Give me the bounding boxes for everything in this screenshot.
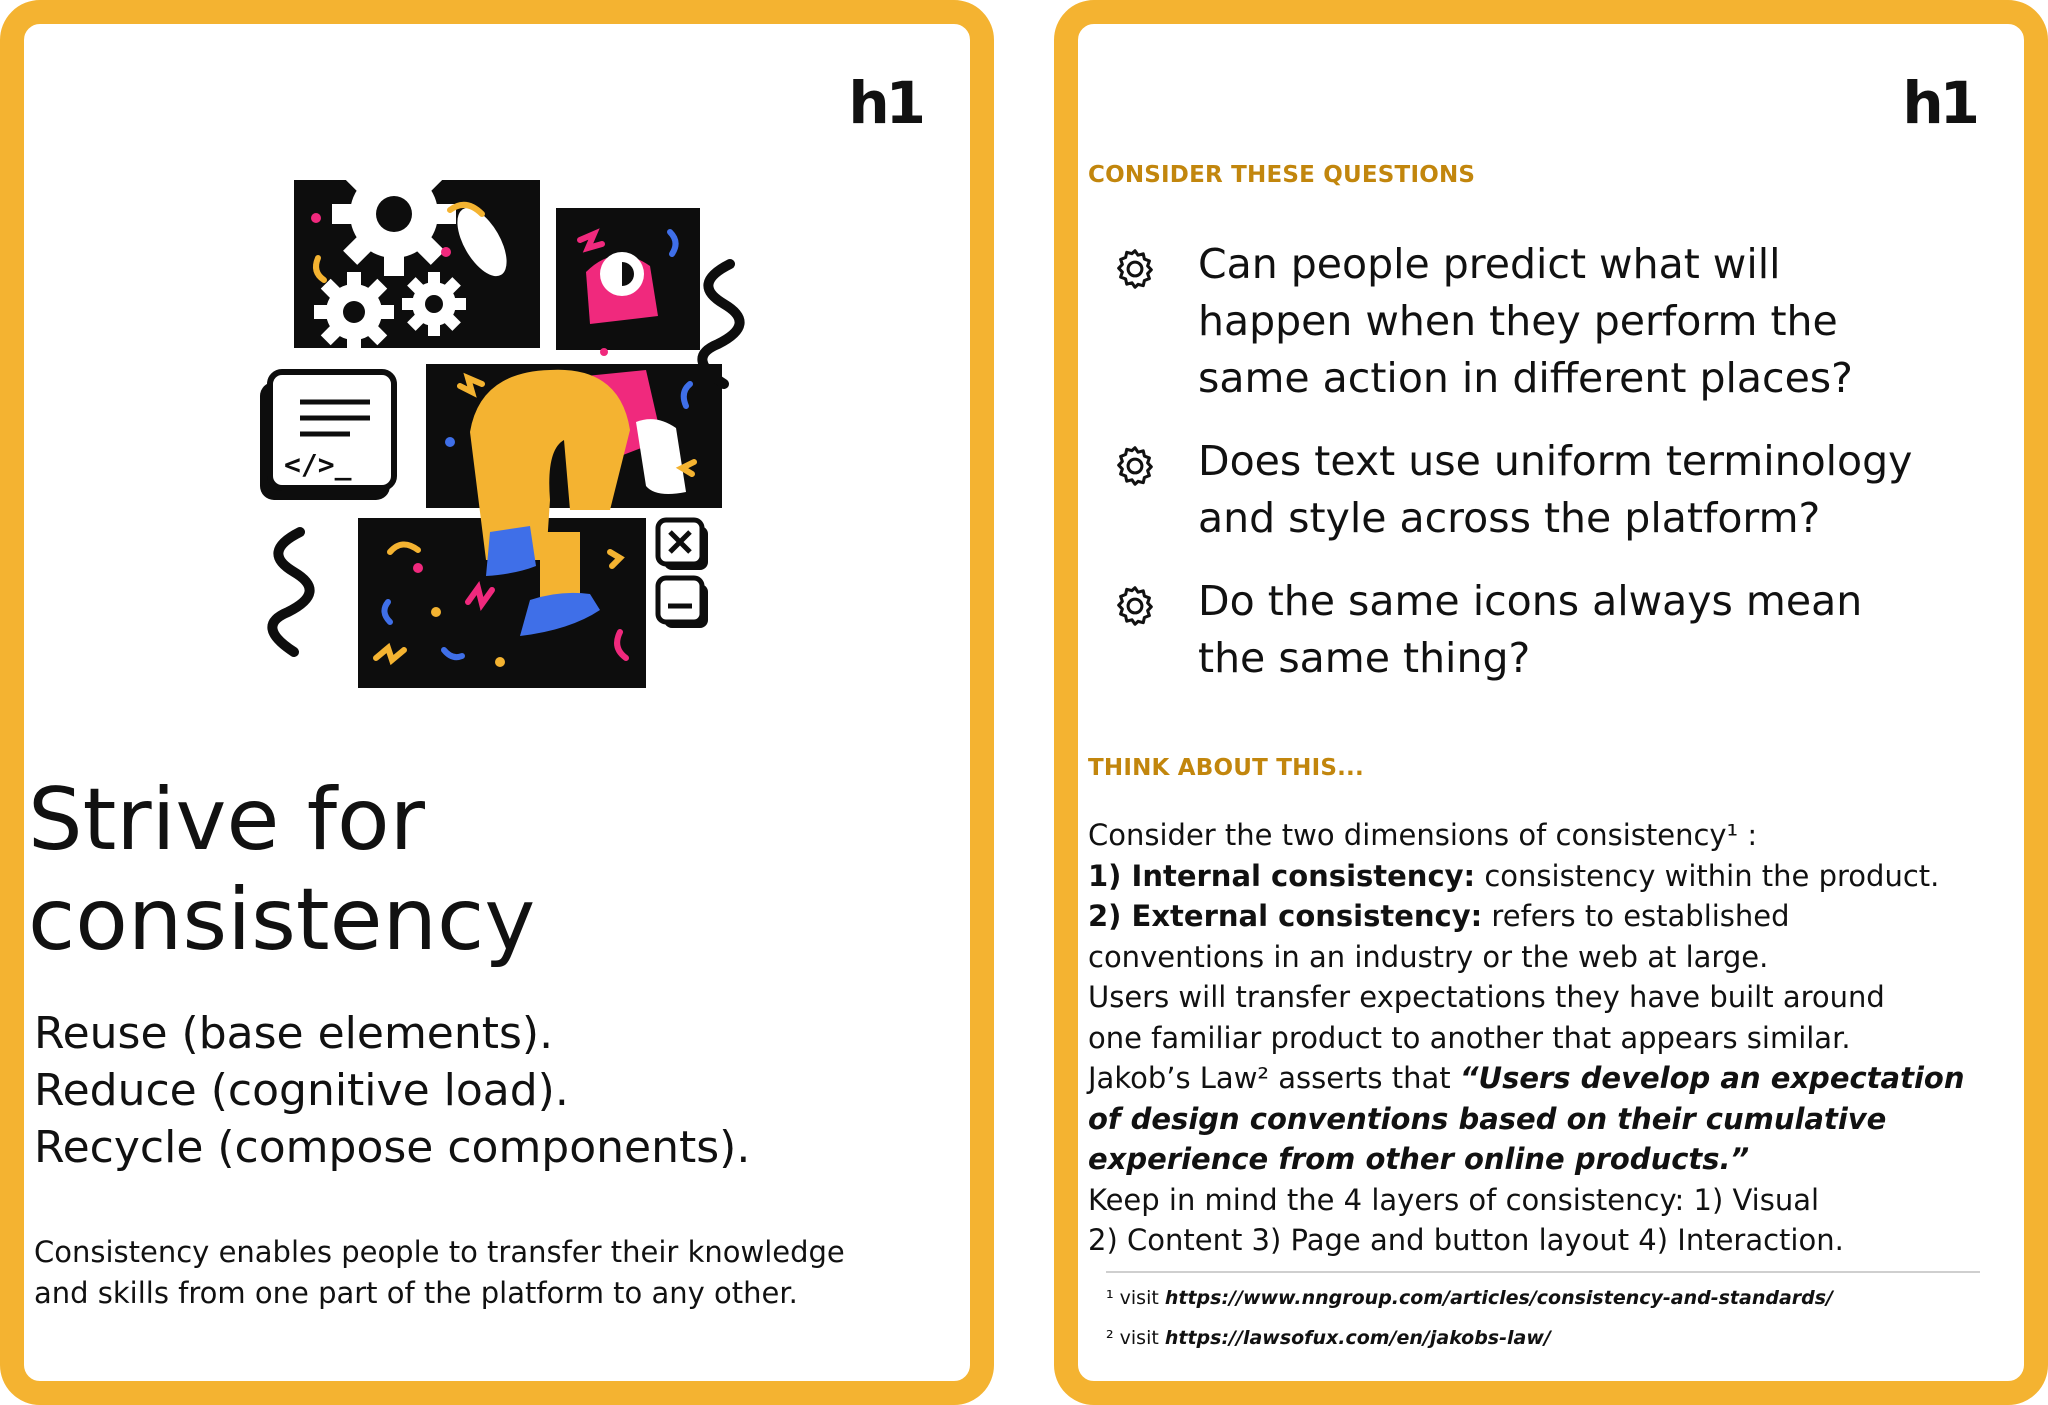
- footnote-link[interactable]: https://www.nngroup.com/articles/consistency-and-standards/: [1164, 1287, 1833, 1309]
- gear-icon: [1112, 246, 1158, 292]
- question-text: and style across the platform?: [1198, 494, 1821, 542]
- body-line: one familiar product to another that appears similar.: [1088, 1020, 1851, 1055]
- think-section-label: THINK ABOUT THIS...: [1088, 755, 1364, 781]
- question-text: Do the same icons always mean: [1198, 577, 1863, 625]
- code-window-icon: [260, 372, 394, 500]
- principle-item: Reduce (cognitive load).: [34, 1065, 569, 1116]
- description-line: Consistency enables people to transfer their knowledge: [34, 1235, 845, 1269]
- close-window-icon: [658, 520, 708, 570]
- question-text: Can people predict what will: [1198, 240, 1781, 288]
- brand-logo: h1: [1902, 69, 1976, 137]
- svg-text:</>_: </>_: [284, 448, 352, 481]
- card-title-line: Strive for: [28, 770, 425, 870]
- jakob-law-quote: of design conventions based on their cumulative: [1088, 1101, 1887, 1136]
- gear-icon: [402, 272, 466, 336]
- question-item: [1088, 236, 1988, 407]
- description-line: and skills from one part of the platform to any other.: [34, 1276, 798, 1310]
- questions-list: [1088, 236, 1988, 687]
- external-consistency-label: 2) External consistency:: [1088, 899, 1483, 933]
- question-text: same action in different places?: [1198, 354, 1853, 402]
- gear-icon: [1112, 443, 1158, 489]
- card-title: [28, 770, 535, 970]
- body-line: conventions in an industry or the web at large.: [1088, 939, 1769, 974]
- brand-logo: h1: [848, 69, 922, 137]
- gear-icon: [314, 272, 394, 352]
- principles-list: [34, 1005, 750, 1176]
- footnote: [1106, 1287, 1833, 1309]
- question-item: [1088, 433, 1988, 547]
- question-item: [1088, 573, 1988, 687]
- minimize-window-icon: [658, 578, 708, 628]
- card-description: [34, 1232, 934, 1314]
- principle-item: Reuse (base elements).: [34, 1008, 554, 1059]
- body-line: consistency within the product.: [1475, 858, 1940, 893]
- footnote-link[interactable]: https://lawsofux.com/en/jakobs-law/: [1164, 1327, 1551, 1349]
- principle-item: Recycle (compose components).: [34, 1122, 751, 1173]
- body-line: Users will transfer expectations they have built around: [1088, 980, 1885, 1014]
- gear-icon: [332, 152, 456, 276]
- body-line: refers to established: [1482, 899, 1790, 933]
- gear-icon: [1112, 583, 1158, 629]
- footnote-divider: [1106, 1271, 1980, 1273]
- think-body-text: [1088, 815, 1988, 1261]
- jakob-law-quote: experience from other online products.”: [1088, 1142, 1750, 1176]
- footnote-prefix: ¹ visit: [1106, 1287, 1165, 1309]
- body-line: Keep in mind the 4 layers of consistency: 1) Visual: [1088, 1182, 1820, 1217]
- question-text: Does text use uniform terminology: [1198, 437, 1913, 485]
- body-line: 2) Content 3) Page and button layout 4) Interaction.: [1088, 1223, 1844, 1257]
- question-text: happen when they perform the: [1198, 297, 1838, 345]
- body-line: Consider the two dimensions of consistency¹ :: [1088, 818, 1758, 852]
- jakob-law-quote: “Users develop an expectation: [1459, 1061, 1965, 1095]
- card-title-line: consistency: [28, 870, 536, 970]
- internal-consistency-label: 1) Internal consistency:: [1088, 858, 1476, 893]
- question-text: the same thing?: [1198, 634, 1531, 682]
- consistency-illustration: [250, 122, 770, 702]
- body-line: Jakob’s Law² asserts that: [1088, 1061, 1460, 1095]
- footnote-prefix: ² visit: [1106, 1327, 1165, 1349]
- footnote: [1106, 1327, 1551, 1349]
- questions-section-label: CONSIDER THESE QUESTIONS: [1088, 162, 1476, 188]
